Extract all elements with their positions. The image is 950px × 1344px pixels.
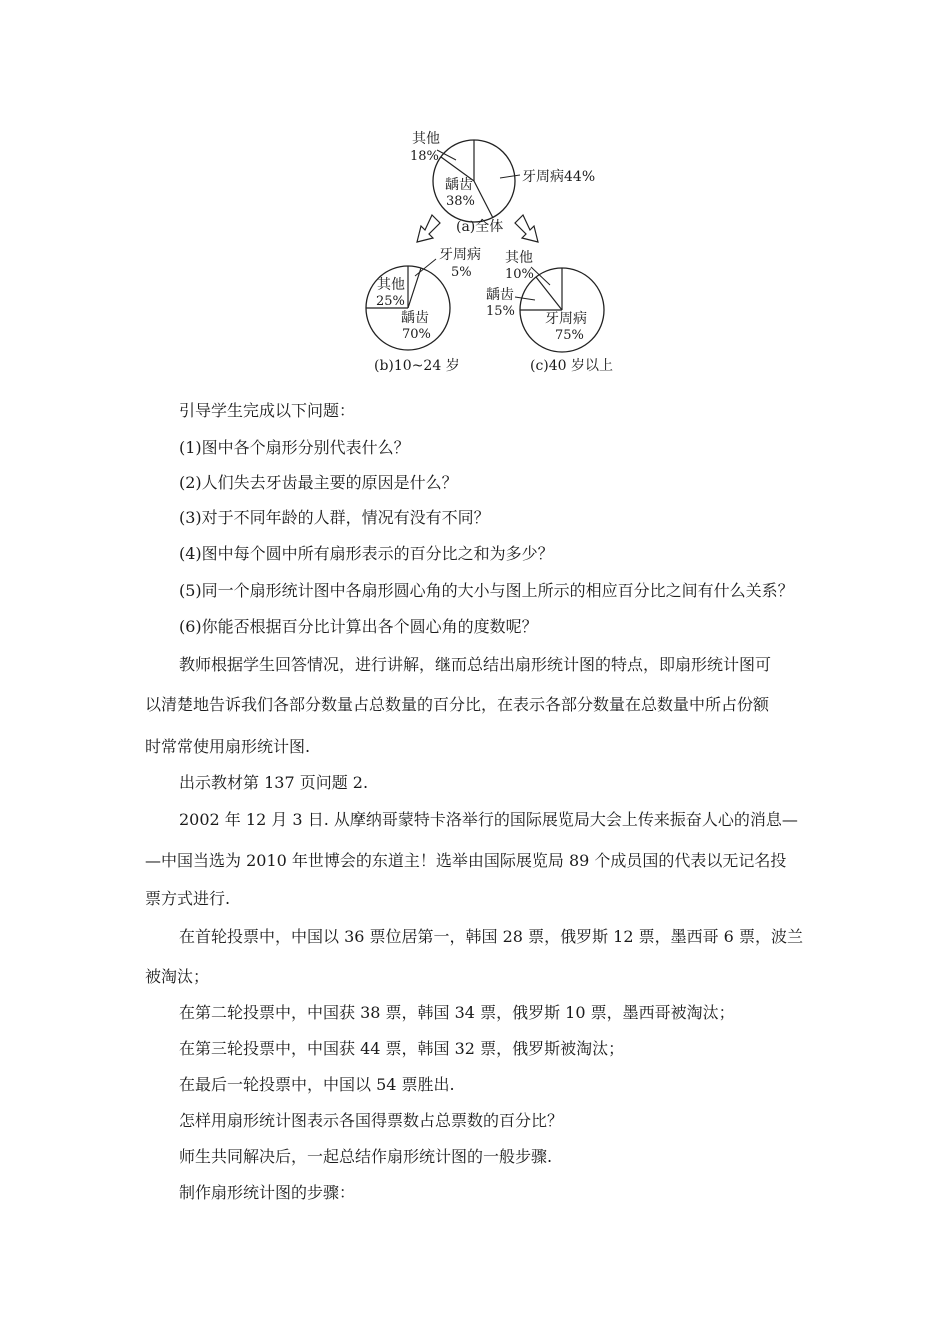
pie-a-label-perio: 牙周病44%: [522, 169, 596, 185]
pie-a-pct-caries: 38%: [446, 194, 475, 209]
pie-b-pct-other: 25%: [376, 294, 405, 309]
pie-c-label-caries: 龋齿: [486, 287, 514, 303]
text-line: 在第二轮投票中，中国获 38 票，韩国 34 票，俄罗斯 10 票，墨西哥被淘汰；: [179, 1003, 735, 1022]
pie-c-pct-caries: 15%: [486, 304, 515, 319]
pie-b-pct-perio: 5%: [451, 265, 472, 280]
text-line: 票方式进行.: [145, 889, 231, 908]
text-line: —中国当选为 2010 年世博会的东道主！选举由国际展览局 89 个成员国的代表以无记名投: [145, 851, 787, 870]
pie-c-pct-other: 10%: [505, 267, 534, 282]
text-line: 引导学生完成以下问题：: [179, 401, 356, 420]
text-line: (6)你能否根据百分比计算出各个圆心角的度数呢？: [179, 617, 538, 636]
text-line: 教师根据学生回答情况，进行讲解，继而总结出扇形统计图的特点，即扇形统计图可: [179, 655, 772, 674]
pie-c-leader-caries: [515, 297, 535, 300]
pie-b-label-caries: 龋齿: [401, 310, 429, 326]
pie-c-label-other: 其他: [505, 250, 533, 266]
pie-b-pct-caries: 70%: [402, 327, 431, 342]
arrow-right-icon: [515, 215, 538, 242]
pie-a-leader-perio: [500, 175, 520, 178]
text-line: 被淘汰；: [145, 967, 210, 986]
pie-c-caption: (c)40 岁以上: [530, 358, 614, 374]
pie-chart-a: [410, 131, 595, 235]
text-line: 怎样用扇形统计图表示各国得票数占总票数的百分比？: [179, 1111, 564, 1130]
pie-chart-c: [486, 250, 613, 374]
arrow-left-icon: [417, 215, 440, 242]
pie-c-pct-perio: 75%: [555, 328, 584, 343]
text-line: (2)人们失去牙齿最主要的原因是什么？: [179, 473, 458, 492]
text-line: (4)图中每个圆中所有扇形表示的百分比之和为多少？: [179, 544, 554, 563]
pie-a-label-caries: 龋齿: [445, 177, 473, 193]
text-line: 在第三轮投票中，中国获 44 票，韩国 32 票，俄罗斯被淘汰；: [179, 1039, 625, 1058]
pie-a-pct-other: 18%: [410, 149, 439, 164]
text-line: 师生共同解决后，一起总结作扇形统计图的一般步骤.: [179, 1147, 553, 1166]
text-line: 出示教材第 137 页问题 2.: [179, 773, 369, 792]
pie-b-caption: (b)10~24 岁: [374, 358, 460, 374]
text-line: 制作扇形统计图的步骤：: [179, 1183, 356, 1202]
text-line: 时常常使用扇形统计图.: [145, 737, 311, 756]
text-line: 以清楚地告诉我们各部分数量占总数量的百分比，在表示各部分数量在总数量中所占份额: [145, 695, 770, 714]
text-line: 在最后一轮投票中，中国以 54 票胜出.: [179, 1075, 455, 1094]
pie-b-divider-perio: [408, 268, 421, 308]
pie-a-caption: (a)全体: [456, 219, 504, 235]
pie-a-label-other: 其他: [412, 131, 440, 147]
pie-c-label-perio: 牙周病: [545, 311, 587, 327]
pie-a-divider-bottom: [474, 181, 493, 218]
text-line: 在首轮投票中，中国以 36 票位居第一，韩国 28 票，俄罗斯 12 票，墨西哥 6 票，波兰: [179, 927, 803, 946]
pie-b-label-other: 其他: [377, 277, 405, 293]
pie-c-divider-mid: [536, 277, 562, 310]
text-line: 2002 年 12 月 3 日. 从摩纳哥蒙特卡洛举行的国际展览局大会上传来振奋人心的消息—: [179, 810, 798, 829]
text-line: (1)图中各个扇形分别代表什么？: [179, 438, 410, 457]
text-line: (5)同一个扇形统计图中各扇形圆心角的大小与图上所示的相应百分比之间有什么关系？: [179, 581, 794, 600]
pie-chart-b: [366, 247, 481, 374]
text-line: (3)对于不同年龄的人群，情况有没有不同？: [179, 508, 490, 527]
pie-b-label-perio: 牙周病: [439, 247, 481, 263]
pie-charts-figure: [0, 0, 950, 390]
